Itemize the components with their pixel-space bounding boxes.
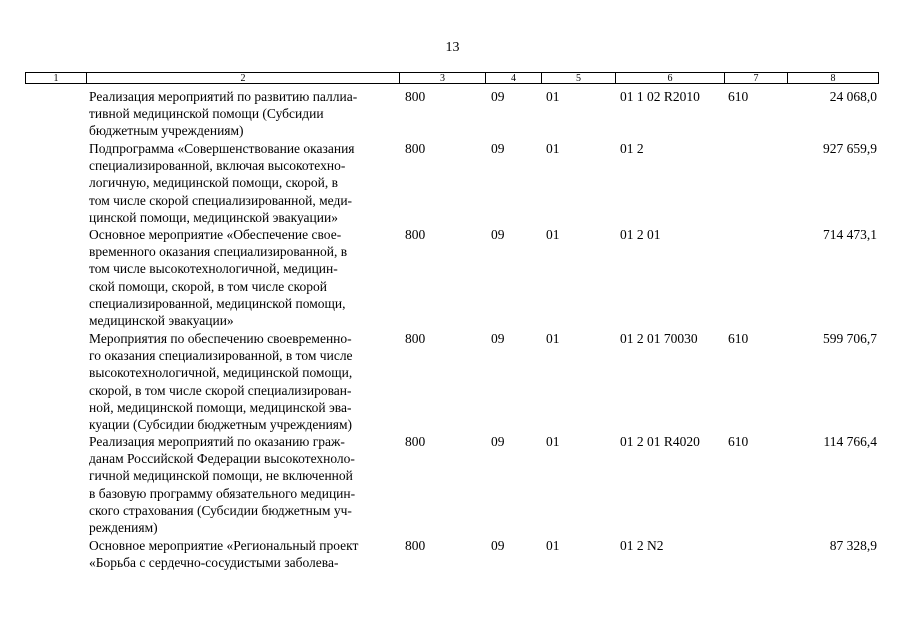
row-code-ministry: 800 — [405, 434, 426, 449]
row-name: Подпрограмма «Совершенствование оказания специализированной, включая высокотехно- логичную, медицинской помощи, скорой, в том числе скорой специализированной, меди- цинской помощи, медицинской эвакуации» — [89, 141, 355, 225]
header-col-2: 2 — [86, 73, 399, 83]
header-col-4: 4 — [485, 73, 541, 83]
row-code-ministry: 800 — [405, 227, 426, 242]
row-amount: 87 328,9 — [829, 538, 877, 553]
header-col-8: 8 — [787, 73, 878, 83]
row-code-target: 01 2 01 R4020 — [620, 434, 700, 449]
row-code-section: 09 — [491, 538, 505, 553]
row-code-subsection: 01 — [546, 434, 560, 449]
row-code-section: 09 — [491, 331, 505, 346]
row-code-ministry: 800 — [405, 538, 426, 553]
row-name: Мероприятия по обеспечению своевременно- го оказания специализированной, в том числе высокотехнологичной, медицинской помощи, скорой, в том числе скорой специализирован- ной, медицинской помощи, медицинской эва- куации (Субсидии бюджетным учреждениям) — [89, 331, 353, 433]
row-code-subsection: 01 — [546, 331, 560, 346]
header-col-3: 3 — [399, 73, 485, 83]
row-amount: 714 473,1 — [823, 227, 877, 242]
header-col-1: 1 — [53, 73, 59, 84]
row-code-ministry: 800 — [405, 141, 426, 156]
row-code-target: 01 1 02 R2010 — [620, 89, 700, 104]
page-number: 13 — [445, 40, 460, 55]
row-code-expense-type: 610 — [728, 89, 749, 104]
header-col-5: 5 — [541, 73, 615, 83]
header-col-6: 6 — [615, 73, 724, 83]
row-amount: 114 766,4 — [823, 434, 877, 449]
row-code-target: 01 2 N2 — [620, 538, 664, 553]
row-code-subsection: 01 — [546, 227, 560, 242]
row-code-subsection: 01 — [546, 538, 560, 553]
row-amount: 599 706,7 — [823, 331, 877, 346]
row-code-section: 09 — [491, 227, 505, 242]
row-name: Реализация мероприятий по развитию паллиа- тивной медицинской помощи (Субсидии бюджетным учреждениям) — [89, 89, 358, 139]
row-name: Основное мероприятие «Региональный проект «Борьба с сердечно-сосудистыми заболева- — [89, 538, 359, 571]
row-code-subsection: 01 — [546, 89, 560, 104]
row-code-section: 09 — [491, 434, 505, 449]
row-code-target: 01 2 01 70030 — [620, 331, 698, 346]
row-code-expense-type: 610 — [728, 331, 749, 346]
table-header — [25, 72, 879, 84]
row-code-subsection: 01 — [546, 141, 560, 156]
row-amount: 24 068,0 — [829, 89, 877, 104]
row-code-expense-type: 610 — [728, 434, 749, 449]
header-col-7: 7 — [724, 73, 787, 83]
row-code-section: 09 — [491, 89, 505, 104]
row-name: Основное мероприятие «Обеспечение свое- временного оказания специализированной, в том числе высокотехнологичной, медицин- ской помощи, скорой, в том числе скорой специализированной, медицинской помощи, медицинской эвакуации» — [89, 227, 348, 329]
row-code-section: 09 — [491, 141, 505, 156]
row-code-target: 01 2 01 — [620, 227, 661, 242]
row-amount: 927 659,9 — [823, 141, 877, 156]
row-code-ministry: 800 — [405, 89, 426, 104]
row-name: Реализация мероприятий по оказанию граж- данам Российской Федерации высокотехноло- гичной медицинской помощи, не включенной в базовую программу обязательного медицин- ского страхования (Субсидии бюджетным уч- реждениям) — [89, 434, 356, 536]
row-code-ministry: 800 — [405, 331, 426, 346]
row-code-target: 01 2 — [620, 141, 644, 156]
